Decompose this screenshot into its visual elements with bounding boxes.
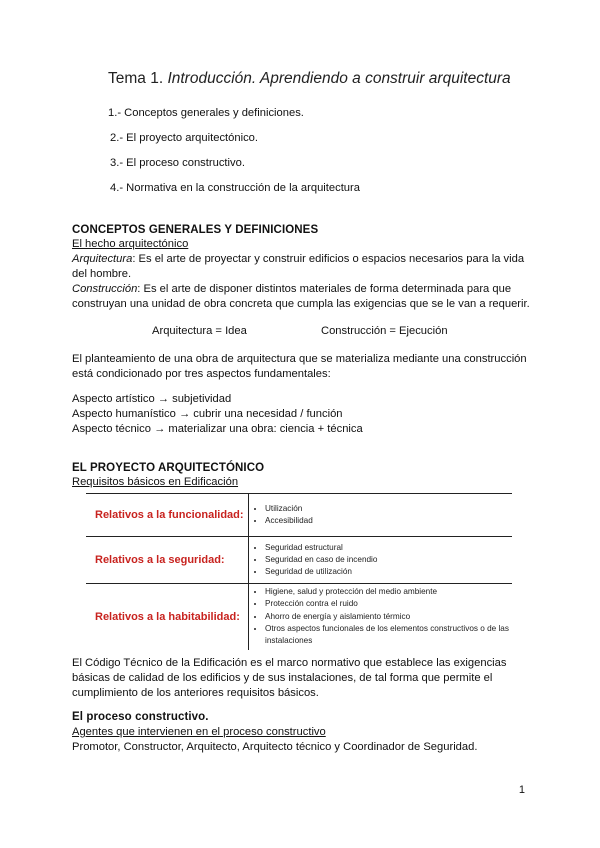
equation-construccion: Construcción = Ejecución [321, 325, 448, 337]
title-main: Introducción. Aprendiendo a construir arquitectura [167, 70, 511, 87]
list-item: • Accesibilidad [265, 515, 512, 527]
row-items-seguridad [249, 537, 513, 584]
page-number: 1 [518, 784, 525, 796]
aspect-artistico: Aspecto artístico → subjetividad [72, 393, 232, 405]
equation-arquitectura: Arquitectura = Idea [152, 325, 247, 337]
term-construccion: Construcción [72, 283, 138, 295]
subheading-requisitos: Requisitos básicos en Edificación [72, 476, 239, 488]
row-label-seguridad: Relativos a la seguridad: [86, 537, 249, 584]
list-item: • Otros aspectos funcionales de los elementos constructivos o de las instalaciones [265, 623, 512, 647]
list-item: • Higiene, salud y protección del medio ambiente [265, 586, 512, 598]
list-item: • Protección contra el ruido [265, 598, 512, 610]
term-arquitectura: Arquitectura [72, 253, 133, 265]
toc-item-3: 3.- El proceso constructivo. [110, 157, 245, 169]
row-items-funcionalidad [249, 494, 513, 537]
toc-item-4: 4.- Normativa en la construcción de la arquitectura [110, 182, 360, 194]
aspect-humanistico: Aspecto humanístico → cubrir una necesidad / función [72, 408, 343, 420]
definition-construccion-text: : Es el arte de disponer distintos materiales de forma determinada para que [137, 283, 512, 295]
section-heading-proceso: El proceso constructivo. [72, 711, 209, 723]
paragraph-cte-3: cumplimiento de los anteriores requisitos básicos. [72, 687, 319, 699]
subheading-agentes: Agentes que intervienen en el proceso constructivo [72, 726, 326, 738]
toc-item-2: 2.- El proyecto arquitectónico. [110, 132, 258, 144]
toc-item-1: 1.- Conceptos generales y definiciones. [108, 107, 304, 119]
list-item: • Seguridad estructural [265, 542, 512, 554]
row-label-habitabilidad: Relativos a la habitabilidad: [86, 584, 249, 650]
requirements-table [86, 493, 512, 650]
list-item: • Ahorro de energía y aislamiento térmico [265, 611, 512, 623]
list-item: • Seguridad de utilización [265, 566, 512, 578]
table-row [86, 537, 512, 584]
paragraph-cte-2: básicas de calidad de los edificios y de sus instalaciones, de tal forma que permite el [72, 672, 493, 684]
paragraph-planteamiento-1: El planteamiento de una obra de arquitectura que se materializa mediante una construcción [72, 353, 527, 365]
paragraph-cte-1: El Código Técnico de la Edificación es el marco normativo que establece las exigencias [72, 657, 507, 669]
table-row [86, 494, 512, 537]
paragraph-planteamiento-2: está condicionado por tres aspectos fundamentales: [72, 368, 331, 380]
section-heading-conceptos: CONCEPTOS GENERALES Y DEFINICIONES [72, 224, 319, 236]
title-prefix: Tema 1. [108, 70, 168, 87]
aspect-tecnico: Aspecto técnico → materializar una obra: ciencia + técnica [72, 423, 363, 435]
definition-arquitectura [72, 253, 524, 265]
definition-arquitectura-cont: del hombre. [72, 268, 132, 280]
definition-arquitectura-text: : Es el arte de proyectar y construir edificios o espacios necesarios para la vida [132, 253, 525, 265]
list-item: • Utilización [265, 503, 512, 515]
row-label-funcionalidad: Relativos a la funcionalidad: [86, 494, 249, 537]
table-row [86, 584, 512, 650]
section-heading-proyecto: EL PROYECTO ARQUITECTÓNICO [72, 462, 265, 474]
document-title [108, 70, 511, 88]
subheading-hecho-arquitectonico: El hecho arquitectónico [72, 238, 189, 250]
definition-construccion-cont: construyan una unidad de obra concreta que cumpla las exigencias que se le van a requerir. [72, 298, 530, 310]
row-items-habitabilidad [249, 584, 513, 650]
agents-list: Promotor, Constructor, Arquitecto, Arquitecto técnico y Coordinador de Seguridad. [72, 741, 478, 753]
definition-construccion [72, 283, 511, 295]
list-item: • Seguridad en caso de incendio [265, 554, 512, 566]
